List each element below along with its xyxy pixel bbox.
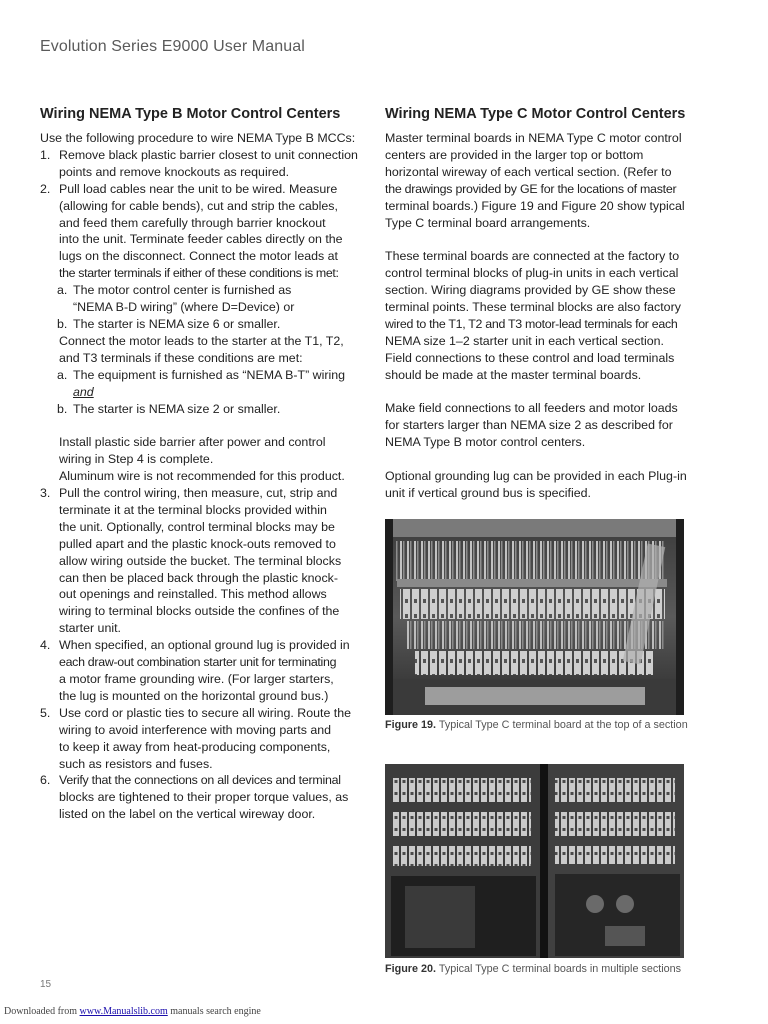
paragraph-2 — [385, 248, 715, 383]
step-line: Pull the control wiring, then measure, cut, strip and — [59, 486, 338, 501]
step-5 — [40, 705, 365, 773]
text-line: horizontal wireway of each vertical section. (Refer to — [385, 164, 672, 179]
figure-19-photo — [385, 519, 684, 715]
paragraph-1 — [385, 130, 715, 231]
figure-20-caption-text: Typical Type C terminal boards in multiple sections — [438, 963, 682, 975]
step-2 — [40, 181, 365, 282]
text-line: should be made at the master terminal boards. — [385, 367, 642, 382]
intro-text: Use the following procedure to wire NEMA Type B MCCs: — [40, 131, 356, 145]
step-number: 2. — [40, 181, 51, 196]
figure-20-photo — [385, 764, 684, 958]
text-line: terminal boards.) Figure 19 and Figure 20 show typical — [385, 198, 685, 213]
step-line: wiring to avoid interference with moving parts and — [59, 722, 332, 737]
step-number: 1. — [40, 147, 51, 162]
running-header: Evolution Series E9000 User Manual — [40, 38, 305, 55]
right-column — [385, 106, 715, 502]
step-line: such as resistors and fuses. — [59, 756, 213, 771]
step-line: can then be placed back through the plastic knock- — [59, 570, 338, 585]
step-line: a motor frame grounding wire. (For larger starters, — [59, 671, 334, 686]
figure-19-caption-text: Typical Type C terminal board at the top of a section — [438, 719, 688, 731]
left-column — [40, 106, 365, 823]
step-number: 3. — [40, 486, 51, 501]
step-line: blocks are tightened to their proper torque values, as — [59, 790, 349, 805]
step-number: 4. — [40, 638, 51, 653]
step-line: Remove black plastic barrier closest to unit connection — [59, 147, 358, 162]
text-line: for starters larger than NEMA size 2 as described for — [385, 418, 673, 433]
step-number: 6. — [40, 773, 51, 788]
sub-letter: b. — [57, 401, 68, 416]
step-line: the lug is mounted on the horizontal ground bus.) — [59, 688, 329, 703]
terminal-board-illustration — [385, 519, 684, 715]
step-line: Pull load cables near the unit to be wired. Measure — [59, 181, 338, 196]
connect-text — [40, 333, 365, 367]
figure-19-caption — [385, 719, 688, 731]
step-line: lugs on the disconnect. Connect the motor leads at — [59, 249, 338, 264]
text-line: Field connections to these control and load terminals — [385, 350, 675, 365]
manualslib-link[interactable]: www.Manualslib.com — [79, 1006, 168, 1017]
text-line: unit if vertical ground bus is specified. — [385, 485, 591, 500]
step-1 — [40, 147, 365, 181]
step-line: Verify that the connections on all devices and terminal — [59, 773, 341, 788]
figure-19-label: Figure 19. — [385, 719, 437, 731]
paragraph-3 — [385, 400, 715, 451]
step-line: pulled apart and the plastic knock-outs removed to — [59, 536, 336, 551]
procedure-steps-continued — [40, 485, 365, 823]
text-line: Make field connections to all feeders and motor loads — [385, 401, 678, 416]
sub-item-b-2 — [40, 401, 365, 418]
text-line: section. Wiring diagrams provided by GE show these — [385, 283, 676, 298]
step-line: (allowing for cable bends), cut and strip the cables, — [59, 198, 338, 213]
multi-section-terminal-illustration — [385, 764, 684, 958]
text-line: centers are provided in the larger top or bottom — [385, 147, 644, 162]
text-line: control terminal blocks of plug-in units in each vertical — [385, 266, 679, 281]
step-line: out openings and reinstalled. This method allows — [59, 587, 327, 602]
step-line: allow wiring outside the bucket. The terminal blocks — [59, 553, 342, 568]
paragraph-4 — [385, 468, 715, 502]
sub-letter: b. — [57, 316, 68, 331]
step-line: and feed them carefully through barrier knockout — [59, 215, 326, 230]
text-line: the drawings provided by GE for the locations of master — [385, 181, 677, 196]
step-line: each draw-out combination starter unit for terminating — [59, 655, 337, 670]
download-footer — [4, 1006, 261, 1017]
step-line: the starter terminals if either of these conditions is met: — [59, 266, 339, 281]
sub-line: The starter is NEMA size 2 or smaller. — [73, 401, 281, 416]
install-text — [40, 434, 365, 485]
procedure-steps — [40, 147, 365, 282]
step-number: 5. — [40, 705, 51, 720]
and-emphasis: and — [73, 384, 94, 399]
sub-line: The equipment is furnished as “NEMA B-T” wiring — [73, 367, 346, 382]
sub-letter: a. — [57, 283, 68, 298]
step-line: wiring to terminal blocks outside the confines of the — [59, 604, 340, 619]
step-line: into the unit. Terminate feeder cables directly on the — [59, 232, 343, 247]
footer-prefix: Downloaded from — [4, 1006, 80, 1017]
figure-20-caption — [385, 963, 681, 975]
sub-item-b — [40, 316, 365, 333]
step-line: terminate it at the terminal blocks provided within — [59, 502, 327, 517]
text-line: and T3 terminals if these conditions are met: — [59, 350, 303, 365]
sub-item-a-2 — [40, 367, 365, 401]
aluminum-note: Aluminum wire is not recommended for this product. — [59, 469, 345, 484]
step-4 — [40, 637, 365, 705]
section-heading-type-c: Wiring NEMA Type C Motor Control Centers — [385, 106, 686, 122]
step-3 — [40, 485, 365, 637]
footer-suffix: manuals search engine — [167, 1006, 261, 1017]
text-line: These terminal boards are connected at the factory to — [385, 249, 680, 264]
text-line: Install plastic side barrier after power and control — [59, 435, 326, 450]
step-line: starter unit. — [59, 621, 121, 636]
sub-line: “NEMA B-D wiring” (where D=Device) or — [73, 300, 295, 315]
step-line: the unit. Optionally, control terminal blocks may be — [59, 519, 335, 534]
page-number: 15 — [40, 979, 52, 990]
step-line: When specified, an optional ground lug is provided in — [59, 638, 350, 653]
text-line: wired to the T1, T2 and T3 motor-lead terminals for each — [385, 316, 678, 331]
text-line: terminal points. These terminal blocks are also factory — [385, 300, 681, 315]
sub-item-a — [40, 282, 365, 316]
text-line: NEMA Type B motor control centers. — [385, 435, 586, 450]
text-line: Optional grounding lug can be provided in each Plug-in — [385, 469, 687, 484]
step-line: points and remove knockouts as required. — [59, 164, 290, 179]
step-line: listed on the label on the vertical wireway door. — [59, 807, 316, 822]
text-line: NEMA size 1–2 starter unit in each vertical section. — [385, 333, 664, 348]
step-line: Use cord or plastic ties to secure all wiring. Route the — [59, 705, 351, 720]
text-line: Master terminal boards in NEMA Type C motor control — [385, 131, 682, 145]
sub-letter: a. — [57, 367, 68, 382]
text-line: wiring in Step 4 is complete. — [59, 452, 214, 467]
step-6 — [40, 772, 365, 823]
sub-line: The starter is NEMA size 6 or smaller. — [73, 316, 281, 331]
text-line: Connect the motor leads to the starter at the T1, T2, — [59, 333, 344, 348]
figure-20-label: Figure 20. — [385, 963, 437, 975]
sub-line: The motor control center is furnished as — [73, 283, 292, 298]
step-line: to keep it away from heat-producing components, — [59, 739, 331, 754]
section-heading-type-b: Wiring NEMA Type B Motor Control Centers — [40, 106, 341, 122]
text-line: Type C terminal board arrangements. — [385, 215, 591, 230]
